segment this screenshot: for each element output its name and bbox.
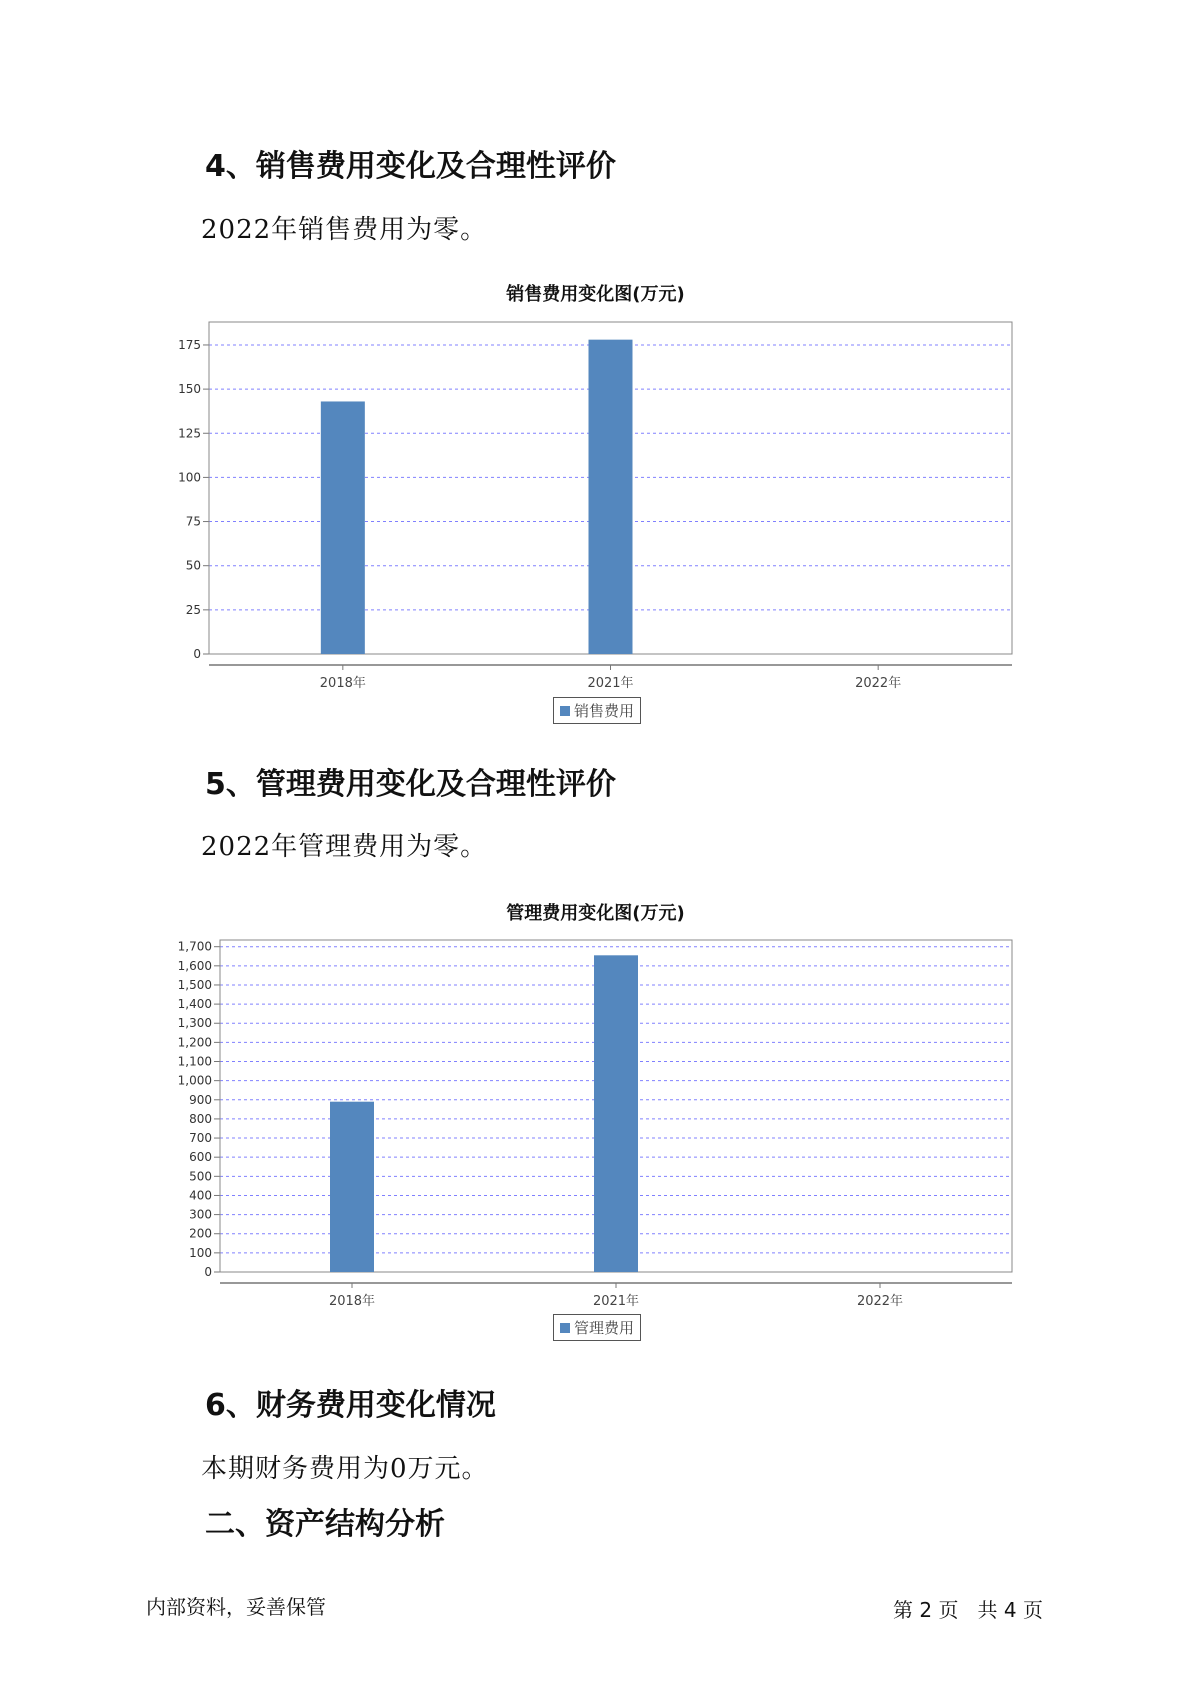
section-heading-sales-expense: 4、销售费用变化及合理性评价: [205, 149, 616, 184]
y-tick-label: 100: [178, 470, 201, 485]
legend-label: 管理费用: [574, 1319, 635, 1337]
y-tick-label: 75: [185, 514, 201, 529]
bar-2018年: [330, 1102, 374, 1272]
y-tick-label: 800: [189, 1111, 212, 1126]
y-tick-label: 0: [204, 1265, 212, 1279]
y-tick-label: 600: [189, 1150, 212, 1165]
footer-page-number: 第 2 页 共 4 页: [893, 1598, 1043, 1622]
y-tick-label: 175: [178, 337, 201, 352]
x-tick-label: 2022年: [856, 1294, 904, 1309]
y-tick-label: 0: [193, 647, 201, 661]
chart-legend-admin-expense: [553, 1314, 641, 1341]
legend-label: 销售费用: [574, 702, 635, 720]
section-text-finance-expense: 本期财务费用为0万元。: [201, 1454, 489, 1484]
y-tick-label: 1,100: [177, 1054, 212, 1069]
y-tick-label: 50: [185, 558, 201, 573]
bar-2021年: [594, 955, 638, 1272]
section-heading-finance-expense: 6、财务费用变化情况: [205, 1388, 496, 1423]
y-tick-label: 100: [189, 1245, 212, 1260]
y-tick-label: 1,400: [177, 997, 212, 1012]
y-tick-label: 400: [189, 1188, 212, 1203]
y-tick-label: 25: [185, 602, 201, 617]
y-tick-label: 900: [189, 1092, 212, 1107]
x-tick-label: 2021年: [592, 1294, 640, 1309]
y-tick-label: 1,300: [177, 1016, 212, 1031]
x-tick-label: 2022年: [855, 676, 902, 691]
y-tick-label: 300: [189, 1207, 212, 1222]
y-tick-label: 1,700: [177, 939, 212, 954]
legend-swatch: [560, 1323, 570, 1333]
y-tick-label: 125: [178, 426, 201, 441]
y-tick-label: 200: [189, 1226, 212, 1241]
y-tick-label: 1,200: [177, 1035, 212, 1050]
y-tick-label: 150: [178, 382, 201, 397]
section-text-sales-expense: 2022年销售费用为零。: [201, 215, 488, 245]
chart-title-sales-expense: 销售费用变化图(万元): [506, 284, 685, 305]
section-text-admin-expense: 2022年管理费用为零。: [201, 832, 488, 862]
x-tick-label: 2018年: [328, 1294, 376, 1309]
y-tick-label: 700: [189, 1131, 212, 1146]
y-tick-label: 1,600: [177, 958, 212, 973]
section-heading-admin-expense: 5、管理费用变化及合理性评价: [205, 767, 616, 802]
x-tick-label: 2021年: [587, 676, 634, 691]
y-tick-label: 1,500: [177, 977, 212, 992]
footer-confidential-note: 内部资料，妥善保管: [146, 1595, 326, 1619]
x-tick-label: 2018年: [319, 676, 366, 691]
chart-title-admin-expense: 管理费用变化图(万元): [506, 903, 685, 924]
y-tick-label: 500: [189, 1169, 212, 1184]
y-tick-label: 1,000: [177, 1073, 212, 1088]
part-heading-asset-structure: 二、资产结构分析: [205, 1507, 445, 1542]
